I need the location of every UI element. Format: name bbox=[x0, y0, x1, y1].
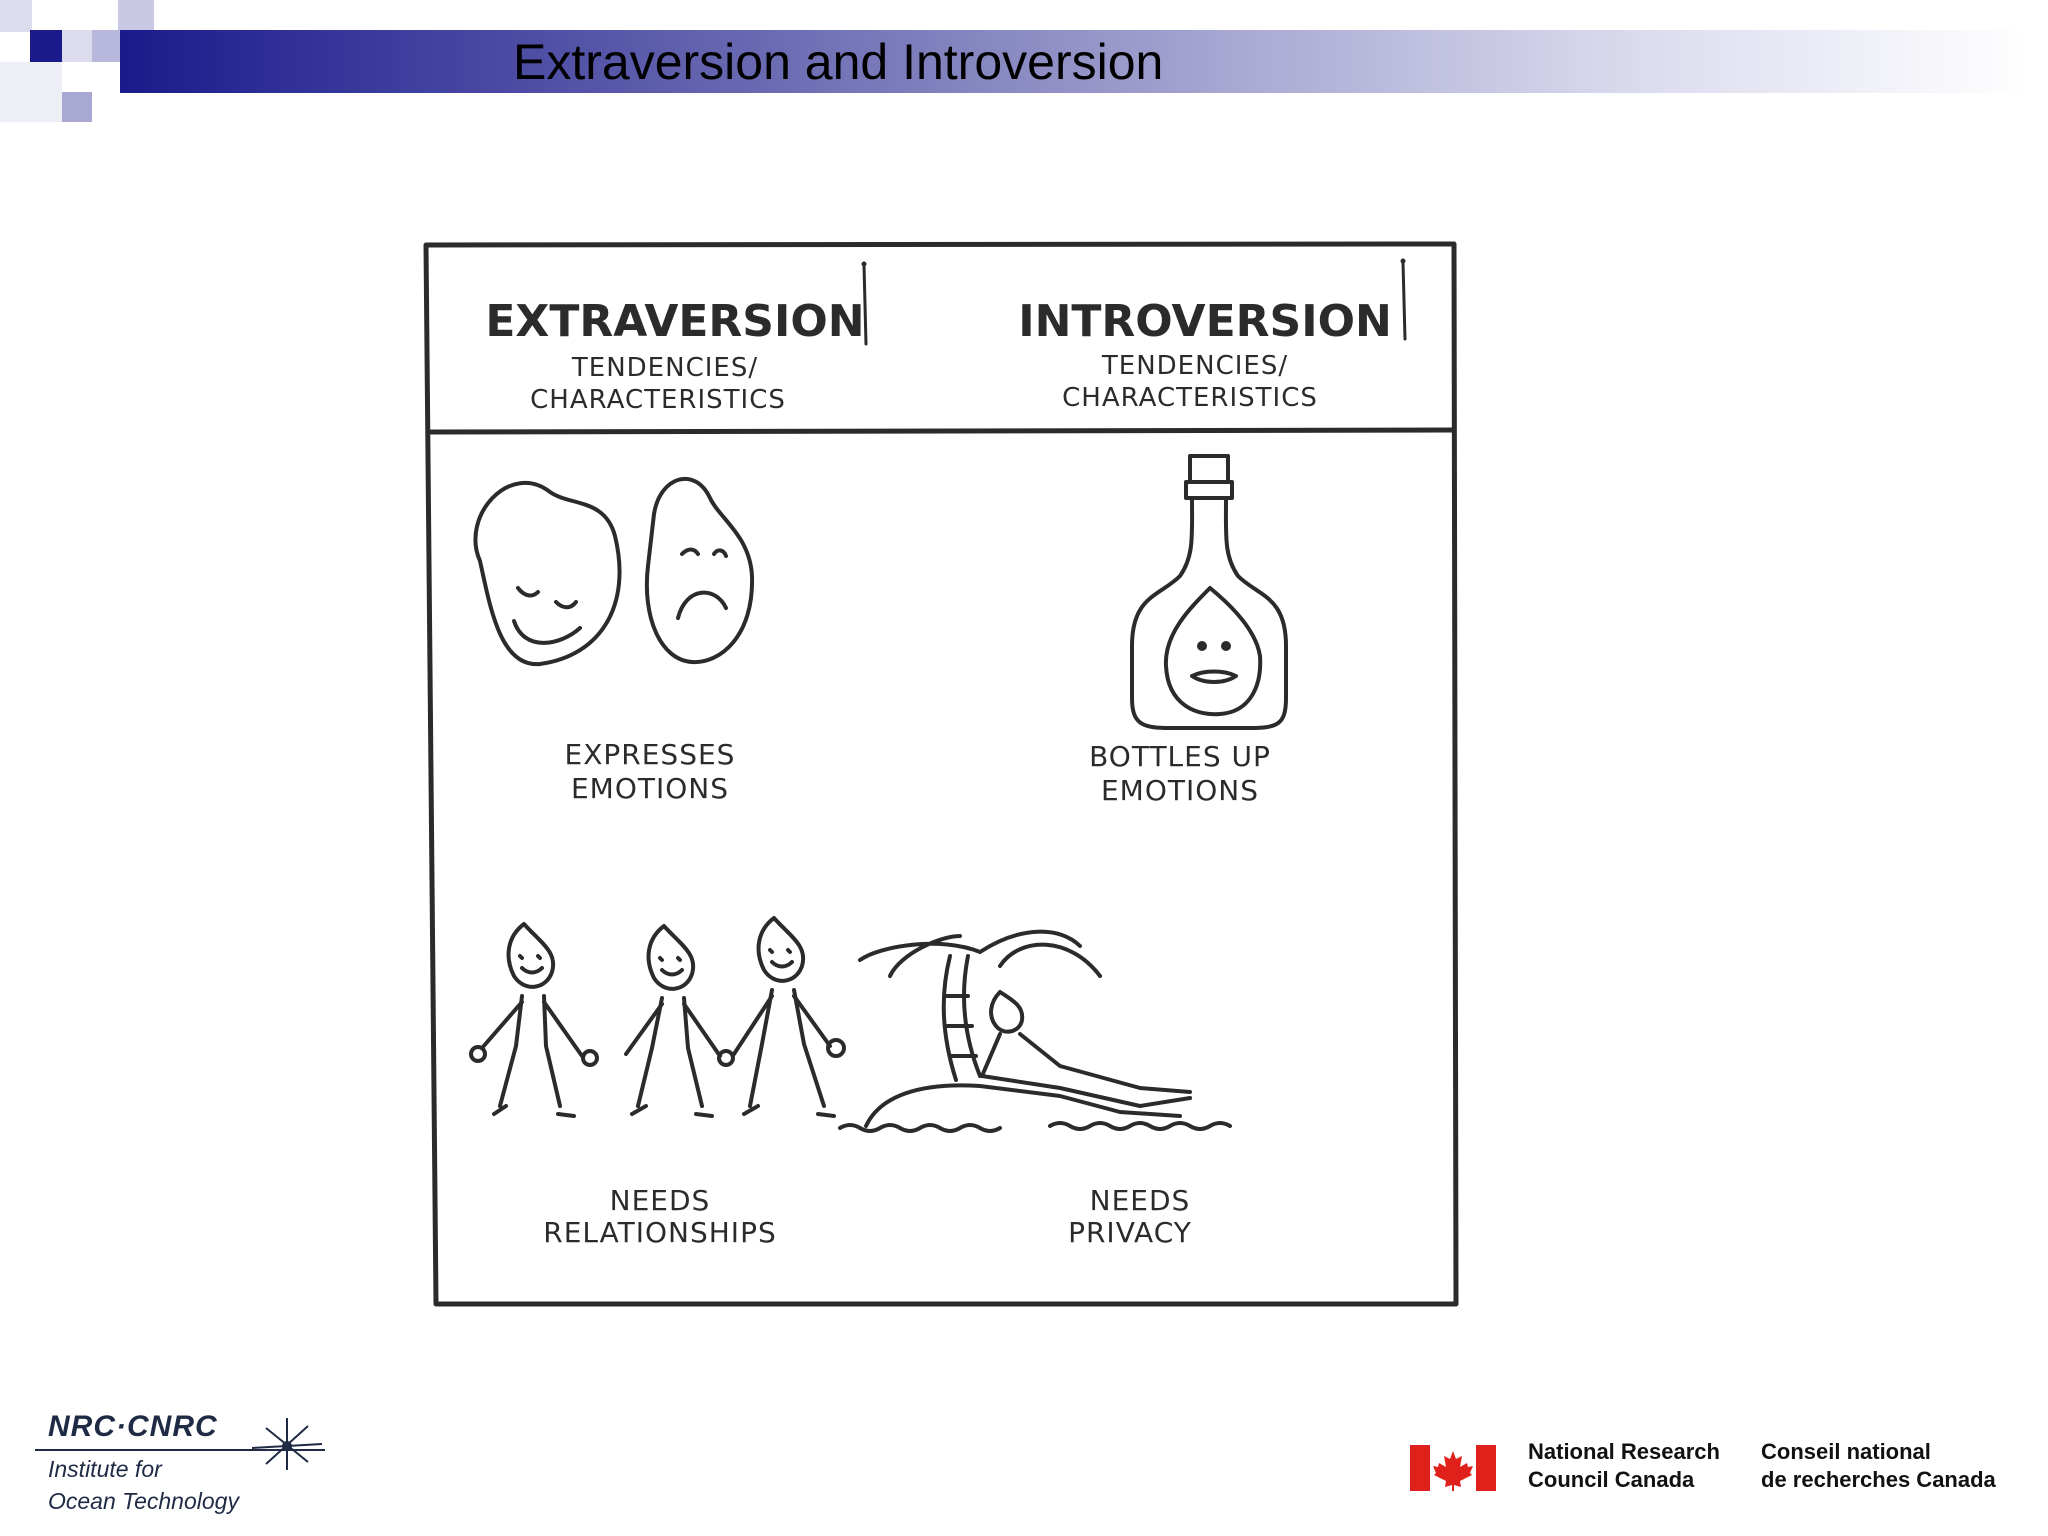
starburst-icon bbox=[252, 1410, 322, 1470]
caption-needs-relationships-line2: RELATIONSHIPS bbox=[543, 1216, 777, 1249]
bottle-icon bbox=[1132, 456, 1286, 728]
extraversion-heading: EXTRAVERSION bbox=[485, 296, 865, 347]
nrc-iot-logo bbox=[30, 1410, 330, 1520]
nrc-english-name bbox=[1528, 1438, 1720, 1494]
cartoon-illustration bbox=[420, 236, 1470, 1316]
nrc-french-line2: de recherches Canada bbox=[1761, 1467, 1996, 1492]
nrc-french-name bbox=[1761, 1438, 1996, 1494]
caption-expresses-emotions-line2: EMOTIONS bbox=[570, 772, 729, 805]
decor-square bbox=[92, 30, 122, 62]
caption-expresses-emotions-line1: EXPRESSES bbox=[564, 738, 736, 771]
canada-flag-icon bbox=[1410, 1445, 1496, 1491]
caption-bottles-up-line2: EMOTIONS bbox=[1100, 774, 1259, 807]
caption-needs-privacy-line1: NEEDS bbox=[1089, 1184, 1191, 1217]
happy-face-icon bbox=[475, 483, 619, 664]
caption-needs-privacy-line2: PRIVACY bbox=[1068, 1216, 1192, 1249]
extraversion-subheading-line1: TENDENCIES/ bbox=[571, 353, 759, 383]
heading-flourish-dot bbox=[862, 262, 866, 266]
caption-bottles-up-line1: BOTTLES UP bbox=[1089, 740, 1271, 773]
decor-square bbox=[62, 30, 92, 62]
nrc-french-line1: Conseil national bbox=[1761, 1439, 1931, 1464]
island-person-icon bbox=[840, 932, 1230, 1131]
decor-square bbox=[30, 30, 62, 62]
decor-square bbox=[0, 0, 32, 32]
logo-institute-line1: Institute for bbox=[48, 1456, 162, 1482]
caption-needs-relationships-line1: NEEDS bbox=[609, 1184, 711, 1217]
people-holding-hands-icon bbox=[471, 918, 844, 1116]
sad-face-icon bbox=[647, 479, 752, 662]
heading-flourish-dot bbox=[1401, 259, 1405, 263]
logo-institute-line2: Ocean Technology bbox=[48, 1488, 239, 1514]
introversion-subheading-line2: CHARACTERISTICS bbox=[1062, 383, 1318, 413]
extraversion-subheading-line2: CHARACTERISTICS bbox=[530, 385, 786, 415]
decor-square bbox=[118, 0, 154, 30]
introversion-subheading-line1: TENDENCIES/ bbox=[1101, 351, 1289, 381]
slide-title: Extraversion and Introversion bbox=[513, 34, 1164, 90]
logo-underline bbox=[35, 1449, 325, 1451]
heading-flourish bbox=[1403, 262, 1405, 339]
bottled-face-icon bbox=[1166, 588, 1260, 714]
nrc-logo-mark: NRC·CNRC bbox=[48, 1410, 218, 1443]
decor-square bbox=[62, 92, 92, 122]
decor-square bbox=[0, 62, 62, 122]
introversion-heading: INTROVERSION bbox=[1018, 296, 1392, 347]
nrc-english-line2: Council Canada bbox=[1528, 1467, 1695, 1492]
header-divider-line bbox=[430, 430, 1454, 432]
nrc-english-line1: National Research bbox=[1528, 1439, 1720, 1464]
